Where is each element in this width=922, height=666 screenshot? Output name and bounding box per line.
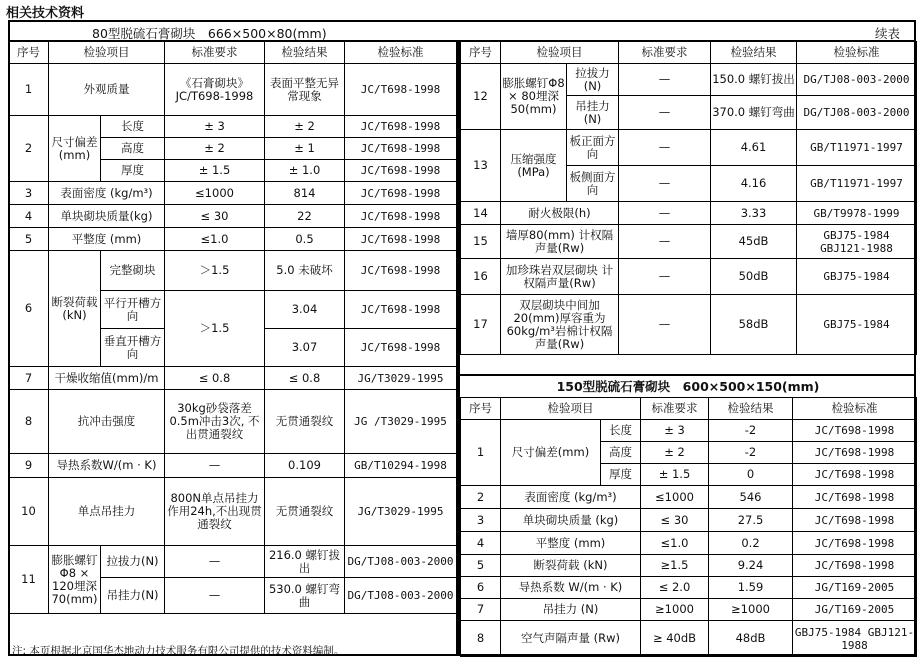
row-res: 27.5: [709, 509, 793, 532]
row-res: ≥1000: [709, 599, 793, 621]
col-std: 检验标准: [793, 398, 917, 420]
row-no: 3: [9, 182, 49, 205]
row-item: 吊挂力 (N): [501, 599, 641, 621]
row-item: 抗冲击强度: [49, 390, 165, 454]
row-std: JC/T698-1998: [345, 291, 457, 329]
row-std: DG/TJ08-003-2000: [797, 96, 917, 130]
sub-item: 平行开槽方向: [101, 291, 165, 329]
row-res: 50dB: [711, 259, 797, 295]
sub-item: 长度: [101, 116, 165, 138]
row-res: 3.07: [265, 329, 345, 367]
row-std: JC/T698-1998: [345, 205, 457, 228]
row-req: ≤ 30: [165, 205, 265, 228]
row-no: 6: [9, 251, 49, 367]
col-no: 序号: [9, 42, 49, 64]
row-req: —: [619, 259, 711, 295]
row-req: —: [619, 96, 711, 130]
row-res: ± 2: [265, 116, 345, 138]
row-no: 4: [461, 532, 501, 555]
row-std: GBJ75-1984 GBJ121-1988: [797, 225, 917, 259]
continued-label: 续表: [874, 26, 900, 41]
row-item: 尺寸偏差(mm): [49, 116, 101, 182]
row-no: 13: [461, 130, 501, 202]
row-res: -2: [709, 420, 793, 442]
row-req: ± 3: [641, 420, 709, 442]
row-item: 压缩强度(MPa): [501, 130, 567, 202]
row-req: —: [619, 202, 711, 225]
row-req: ≤ 2.0: [641, 577, 709, 599]
spec-table-150: [460, 397, 917, 657]
row-std: GBJ75-1984 GBJ121-1988: [793, 621, 917, 657]
row-req: ≥1000: [641, 599, 709, 621]
sub-item: 长度: [601, 420, 641, 442]
row-res: 5.0 未破坏: [265, 251, 345, 291]
row-req: —: [619, 225, 711, 259]
table-row: [461, 225, 917, 259]
row-no: 8: [9, 390, 49, 454]
row-std: GBJ75-1984: [797, 295, 917, 355]
row-std: JC/T698-1998: [345, 160, 457, 182]
row-res: 216.0 螺钉拔出: [265, 546, 345, 578]
row-std: GB/T9978-1999: [797, 202, 917, 225]
row-no: 1: [461, 420, 501, 486]
row-item: 干燥收缩值(mm)/m: [49, 367, 165, 390]
row-req: ± 1.5: [641, 464, 709, 486]
row-res: 4.16: [711, 166, 797, 202]
row-req: —: [165, 578, 265, 614]
row-no: 17: [461, 295, 501, 355]
col-no: 序号: [461, 42, 501, 64]
table-row: [461, 259, 917, 295]
col-std: 检验标准: [345, 42, 457, 64]
sub-item: 吊挂力(N): [567, 96, 619, 130]
table-row: [461, 621, 917, 657]
sub-item: 拉拔力(N): [101, 546, 165, 578]
row-std: JC/T698-1998: [793, 442, 917, 464]
table-row: [9, 390, 457, 454]
row-res: 22: [265, 205, 345, 228]
row-std: JC/T698-1998: [345, 138, 457, 160]
row-item: 断裂荷载 (kN): [501, 555, 641, 577]
row-std: DG/TJ08-003-2000: [797, 64, 917, 96]
row-res: 530.0 螺钉弯曲: [265, 578, 345, 614]
row-item: 膨胀螺钉Φ8 × 80埋深50(mm): [501, 64, 567, 130]
row-no: 2: [9, 116, 49, 182]
row-req: ≤1000: [641, 486, 709, 509]
sub-item: 完整砌块: [101, 251, 165, 291]
table-row: [461, 555, 917, 577]
row-std: JC/T698-1998: [793, 532, 917, 555]
table-row: [461, 420, 917, 442]
row-req: ± 2: [165, 138, 265, 160]
col-item: 检验项目: [501, 398, 641, 420]
col-item: 检验项目: [501, 42, 619, 64]
row-req: ≤1.0: [165, 228, 265, 251]
row-res: 0.5: [265, 228, 345, 251]
row-item: 断裂荷载(kN): [49, 251, 101, 367]
table-title-bar: [8, 20, 916, 42]
sub-item: 拉拔力(N): [567, 64, 619, 96]
row-item: 膨胀螺钉Φ8 × 120埋深70(mm): [49, 546, 101, 614]
sub-item: 板正面方向: [567, 130, 619, 166]
table-title: 80型脱硫石膏砌块 666×500×80(mm): [92, 26, 327, 41]
row-req: ＞1.5: [165, 251, 265, 291]
row-std: JC/T698-1998: [793, 509, 917, 532]
row-std: JC/T698-1998: [793, 486, 917, 509]
row-req: 800N单点吊挂力作用24h,不出现贯通裂纹: [165, 478, 265, 546]
table-row: [9, 478, 457, 546]
table-header-row: [9, 42, 457, 64]
row-no: 7: [9, 367, 49, 390]
table-header-row: [461, 398, 917, 420]
row-req: —: [619, 295, 711, 355]
col-no: 序号: [461, 398, 501, 420]
table-row: [461, 202, 917, 225]
row-std: GB/T11971-1997: [797, 166, 917, 202]
row-res: 58dB: [711, 295, 797, 355]
col-req: 标准要求: [641, 398, 709, 420]
row-res: 370.0 螺钉弯曲: [711, 96, 797, 130]
row-std: GB/T10294-1998: [345, 454, 457, 478]
row-std: JC/T698-1998: [793, 420, 917, 442]
table-row: [9, 182, 457, 205]
row-std: JG/T3029-1995: [345, 367, 457, 390]
row-no: 14: [461, 202, 501, 225]
col-req: 标准要求: [165, 42, 265, 64]
table-row: [9, 205, 457, 228]
row-res: ± 1: [265, 138, 345, 160]
row-item: 单块砌块质量(kg): [49, 205, 165, 228]
row-req: —: [619, 130, 711, 166]
row-res: 150.0 螺钉拔出: [711, 64, 797, 96]
row-std: JC/T698-1998: [345, 64, 457, 116]
table-row: [461, 486, 917, 509]
row-item: 平整度 (mm): [49, 228, 165, 251]
sub-item: 高度: [601, 442, 641, 464]
row-item: 表面密度 (kg/m³): [501, 486, 641, 509]
table-row: [9, 454, 457, 478]
row-no: 15: [461, 225, 501, 259]
row-res: 3.04: [265, 291, 345, 329]
row-item: 外观质量: [49, 64, 165, 116]
row-no: 2: [461, 486, 501, 509]
row-req: ± 3: [165, 116, 265, 138]
row-no: 10: [9, 478, 49, 546]
sub-item: 厚度: [101, 160, 165, 182]
row-item: 表面密度 (kg/m³): [49, 182, 165, 205]
row-req: ≤ 0.8: [165, 367, 265, 390]
table-row: [461, 295, 917, 355]
row-std: JC/T698-1998: [345, 182, 457, 205]
col-res: 检验结果: [711, 42, 797, 64]
row-std: JC/T698-1998: [793, 464, 917, 486]
row-res: 3.33: [711, 202, 797, 225]
row-item: 导热系数W/(m · K): [49, 454, 165, 478]
row-item: 尺寸偏差(mm): [501, 420, 601, 486]
table-row: [9, 251, 457, 291]
row-res: -2: [709, 442, 793, 464]
row-std: JC/T698-1998: [345, 329, 457, 367]
row-req: ± 1.5: [165, 160, 265, 182]
row-item: 平整度 (mm): [501, 532, 641, 555]
table-row: [9, 228, 457, 251]
table-row: [461, 599, 917, 621]
row-res: 546: [709, 486, 793, 509]
row-no: 1: [9, 64, 49, 116]
footnote: 注: 本页根据北京国华杰地动力技术服务有限公司提供的技术资料编制。: [12, 645, 345, 657]
row-no: 6: [461, 577, 501, 599]
row-res: 9.24: [709, 555, 793, 577]
table-row: [461, 532, 917, 555]
row-no: 11: [9, 546, 49, 614]
row-item: 单块砌块质量 (kg): [501, 509, 641, 532]
row-no: 3: [461, 509, 501, 532]
table-row: [461, 509, 917, 532]
sub-item: 吊挂力(N): [101, 578, 165, 614]
row-no: 9: [9, 454, 49, 478]
row-res: 0: [709, 464, 793, 486]
sub-item: 高度: [101, 138, 165, 160]
table-row: [9, 367, 457, 390]
row-std: JG/T3029-1995: [345, 478, 457, 546]
row-no: 8: [461, 621, 501, 657]
row-req: —: [619, 64, 711, 96]
row-no: 5: [9, 228, 49, 251]
row-std: JG/T169-2005: [793, 599, 917, 621]
row-item: 耐火极限(h): [501, 202, 619, 225]
table-row: [461, 130, 917, 166]
sub-item: 板侧面方向: [567, 166, 619, 202]
table-row: [461, 577, 917, 599]
row-res: 0.109: [265, 454, 345, 478]
row-no: 12: [461, 64, 501, 130]
row-req: ＞1.5: [165, 291, 265, 367]
row-item: 单点吊挂力: [49, 478, 165, 546]
row-no: 4: [9, 205, 49, 228]
row-res: 无贯通裂纹: [265, 390, 345, 454]
column-divider: [456, 41, 460, 656]
row-std: GBJ75-1984: [797, 259, 917, 295]
row-std: GB/T11971-1997: [797, 130, 917, 166]
table-header-row: [461, 42, 917, 64]
row-req: ≤1000: [165, 182, 265, 205]
row-no: 5: [461, 555, 501, 577]
row-req: ≤1.0: [641, 532, 709, 555]
left-spec-table: [8, 41, 457, 614]
row-res: ≤ 0.8: [265, 367, 345, 390]
row-no: 16: [461, 259, 501, 295]
page-header: 相关技术资料: [6, 6, 85, 21]
col-res: 检验结果: [265, 42, 345, 64]
row-std: DG/TJ08-003-2000: [345, 546, 457, 578]
row-res: 1.59: [709, 577, 793, 599]
row-std: JG /T3029-1995: [345, 390, 457, 454]
row-res: 48dB: [709, 621, 793, 657]
row-std: JC/T698-1998: [793, 555, 917, 577]
col-res: 检验结果: [709, 398, 793, 420]
row-req: —: [165, 454, 265, 478]
row-res: 4.61: [711, 130, 797, 166]
row-item: 导热系数 W/(m · K): [501, 577, 641, 599]
row-std: DG/TJ08-003-2000: [345, 578, 457, 614]
sub-item: 厚度: [601, 464, 641, 486]
table-row: [9, 64, 457, 116]
col-req: 标准要求: [619, 42, 711, 64]
row-item: 加珍珠岩双层砌块 计权隔声量(Rw): [501, 259, 619, 295]
row-req: 30kg砂袋落差0.5m冲击3次, 不出贯通裂纹: [165, 390, 265, 454]
row-req: ± 2: [641, 442, 709, 464]
row-item: 双层砌块中间加20(mm)厚容重为60kg/m³岩棉计权隔声量(Rw): [501, 295, 619, 355]
row-req: ≤ 30: [641, 509, 709, 532]
row-req: ≥1.5: [641, 555, 709, 577]
row-item: 空气声隔声量 (Rw): [501, 621, 641, 657]
row-res: 表面平整无异常现象: [265, 64, 345, 116]
table-row: [461, 64, 917, 96]
row-no: 7: [461, 599, 501, 621]
row-std: JG/T169-2005: [793, 577, 917, 599]
col-item: 检验项目: [49, 42, 165, 64]
row-req: —: [165, 546, 265, 578]
row-std: JC/T698-1998: [345, 116, 457, 138]
row-std: JC/T698-1998: [345, 251, 457, 291]
row-std: JC/T698-1998: [345, 228, 457, 251]
sub-item: 垂直开槽方向: [101, 329, 165, 367]
row-res: ± 1.0: [265, 160, 345, 182]
row-req: —: [619, 166, 711, 202]
col-std: 检验标准: [797, 42, 917, 64]
row-item: 墙厚80(mm) 计权隔声量(Rw): [501, 225, 619, 259]
row-res: 45dB: [711, 225, 797, 259]
right-spec-table: [460, 41, 917, 355]
table-row: [9, 116, 457, 138]
row-res: 无贯通裂纹: [265, 478, 345, 546]
row-req: ≥ 40dB: [641, 621, 709, 657]
row-req: 《石膏砌块》 JC/T698-1998: [165, 64, 265, 116]
row-res: 814: [265, 182, 345, 205]
table-row: [9, 546, 457, 578]
section-title-150: 150型脱硫石膏砌块 600×500×150(mm): [460, 374, 916, 397]
row-res: 0.2: [709, 532, 793, 555]
